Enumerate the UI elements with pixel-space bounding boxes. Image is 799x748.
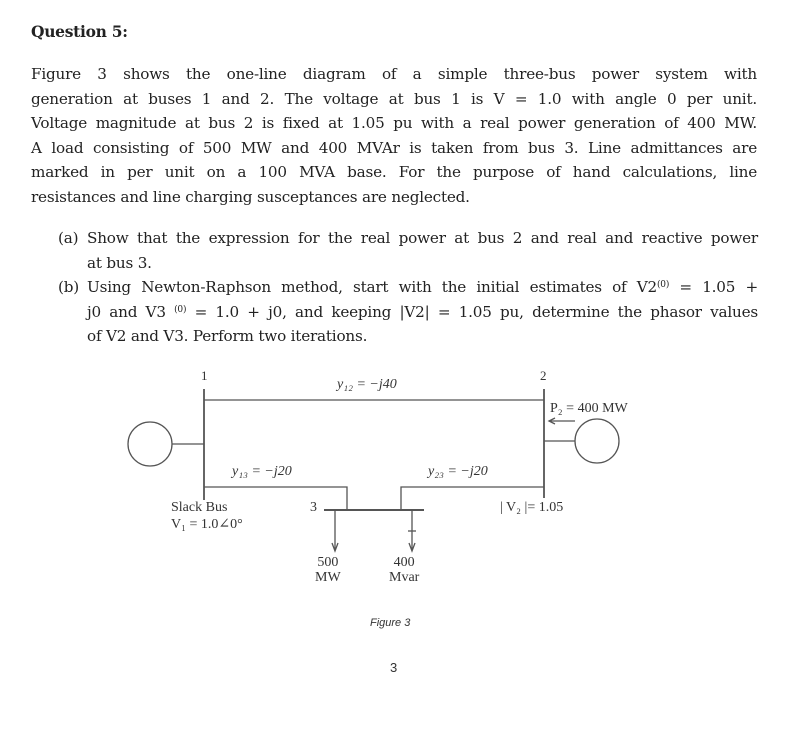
- load-real-power-label: 500 MW: [315, 555, 341, 585]
- statement-line: Figure 3 shows the one-line diagram of a simple three-bus power system with: [31, 65, 757, 83]
- statement-line: A load consisting of 500 MW and 400 MVAr is taken from bus 3. Line admittances are: [31, 138, 757, 157]
- v2-magnitude-label: | V₂ |= 1.05: [500, 500, 564, 515]
- part-line: at bus 3.: [87, 253, 152, 272]
- page-number: 3: [390, 660, 398, 675]
- problem-statement: [31, 62, 757, 210]
- part-b: [58, 275, 758, 349]
- slack-bus-label: Slack Bus: [171, 500, 228, 515]
- bus-1-label: 1: [201, 368, 208, 383]
- figure-caption: Figure 3: [370, 617, 411, 629]
- y12-admittance-label: y₁₂ = −j40: [337, 377, 397, 392]
- part-marker: (a): [58, 229, 79, 247]
- question-title: Question 5:: [31, 22, 128, 41]
- part-line: Using Newton-Raphson method, start with the initial estimates of $V2^{(0)} = 1.05$ +: [87, 278, 759, 297]
- question-parts: [58, 226, 758, 349]
- bus-2-label: 2: [540, 368, 547, 383]
- y23-admittance-label: y₂₃ = −j20: [428, 464, 488, 479]
- bus-3-label: 3: [310, 500, 317, 515]
- statement-line: generation at buses 1 and 2. The voltage at bus 1 is V = 1.0 with angle 0 per unit.: [31, 89, 757, 108]
- part-a: [58, 226, 758, 275]
- p2-generation-label: P₂ = 400 MW: [550, 401, 628, 416]
- y13-admittance-label: y₁₃ = −j20: [232, 464, 292, 479]
- statement-line: Voltage magnitude at bus 2 is fixed at 1.05 pu with a real power generation of 400 MW.: [31, 114, 757, 133]
- v1-voltage-label: V₁ = 1.0∠0°: [171, 517, 243, 532]
- part-line: Show that the expression for the real power at bus 2 and real and reactive power: [87, 229, 758, 247]
- statement-line: marked in per unit on a 100 MVA base. For the purpose of hand calculations, line: [31, 163, 757, 182]
- part-line: j0 and V3 $^{(0)}$ = 1.0 + j0, and keeping |V2| = 1.05 pu, determine the phasor values: [87, 302, 758, 321]
- part-line: of V2 and V3. Perform two iterations.: [87, 327, 368, 346]
- statement-line: resistances and line charging susceptances are neglected.: [31, 187, 470, 206]
- load-reactive-power-label: 400 Mvar: [389, 555, 420, 585]
- part-marker: (b): [58, 278, 79, 297]
